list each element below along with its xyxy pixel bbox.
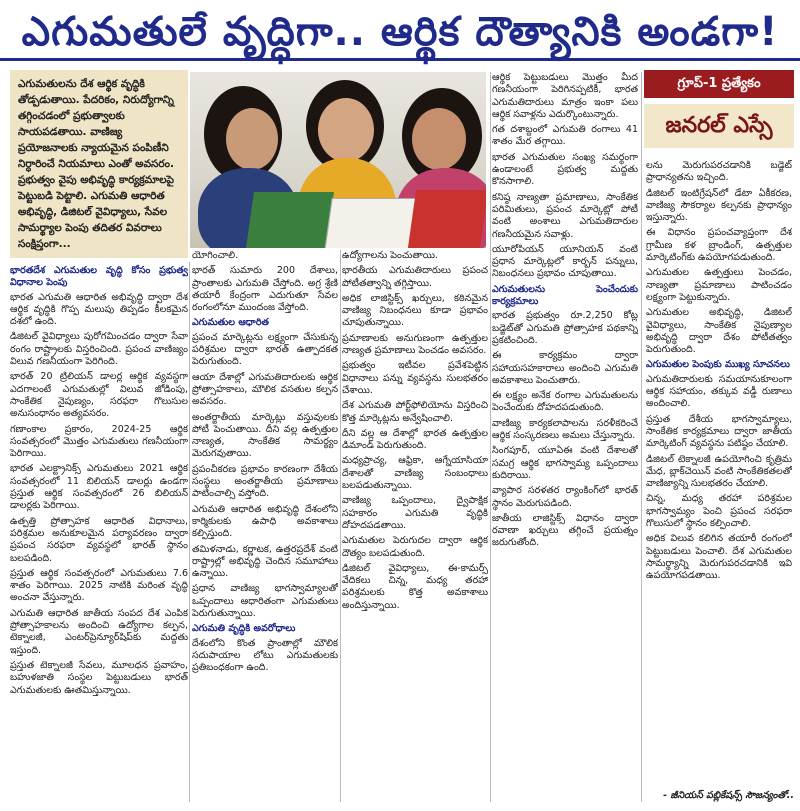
paragraph: ఎగుమతిదారులకు సమయానుకూలంగా ఆర్థిక సహాయం, తక్కువ వడ్డీ రుణాలు అందించాలి. <box>646 373 792 410</box>
paragraph: ఈ కార్యక్రమం ద్వారా సహాయసహకారాలు అందించి ఎగుమతి అవకాశాలు పెంచుతారు. <box>492 350 638 386</box>
paragraph: ఉత్పత్తి ప్రోత్సాహక ఆధారిత విధానాలు, పరిశ్రమల అనుకూలమైన పర్యావరణం ద్వారా ప్రపంచ సరఫరా వ్యవస్థలో భారత్ స్థానం బలపడింది. <box>10 515 188 564</box>
paragraph: దీని వల్ల ఆ దేశాల్లో భారత ఉత్పత్తుల డిమాండ్ పెరుగుతుంది. <box>342 427 488 452</box>
paragraph: ఎగుమతుల అభివృద్ధి, డిజిటల్ వైవిధ్యాలు, సాంకేతిక నైపుణ్యాల అభివృద్ధి ద్వారా దేశం పోటీతత్వం పెరుగుతుంది. <box>646 307 792 356</box>
paragraph: ప్రమాణాలకు అనుగుణంగా ఉత్పత్తుల నాణ్యత ప్రమాణాలు పెంచడం అవసరం. <box>342 332 488 357</box>
paragraph: ప్రస్తుత దేశీయ భాగస్వామ్యాలు, సాంకేతిక కార్యక్రమాలు ద్వారా జాతీయ మార్కెటింగ్ వ్యవస్థను పటిష్ఠం చేయాలి. <box>646 413 792 450</box>
paragraph: దేశ ఎగుమతి పోర్ట్‌ఫోలియోను విస్తరించి కొత్త మార్కెట్లను అన్వేషించాలి. <box>342 400 488 424</box>
column-rule <box>340 250 341 802</box>
paragraph: ప్రభుత్వం ఇటీవల ప్రవేశపెట్టిన విధానాలు పన్ను వ్యవస్థను సులభతరం చేశాయి. <box>342 360 488 396</box>
paragraph: వాణిజ్య ఒప్పందాలు, ద్వైపాక్షిక సహకారం ఎగుమతి వృద్ధికి దోహదపడతాయి. <box>342 495 488 531</box>
column-rule <box>189 262 190 802</box>
headline-rule <box>0 58 800 61</box>
article-column-5 <box>646 160 792 790</box>
paragraph: డిజిటల్ వైవిధ్యాలు, ఈ-కామర్స్ వేదికలు చిన్న, మధ్య తరహా పరిశ్రమలకు కొత్త అవకాశాలు అందిస్తున్నాయి. <box>342 562 488 611</box>
paragraph: యూరోపియన్ యూనియన్ వంటి ప్రధాన మార్కెట్లలో కార్బన్ పన్నులు, నిబంధనలు ప్రభావం చూపుతాయి. <box>492 243 638 280</box>
paragraph: వాణిజ్య కార్యకలాపాలను సరళీకరించే ఆర్థిక సంస్కరణలు అమలు చేస్తున్నారు. <box>492 417 638 442</box>
paragraph: లను మెరుగుపరచడానికి బడ్జెట్ ప్రాధాన్యతను ఇచ్చింది. <box>646 160 792 184</box>
paragraph: ప్రపంచ మార్కెట్లను లక్ష్యంగా చేసుకున్న పరిశ్రమల ద్వారా భారత్ ఉత్పాదకత పెరుగుతుంది. <box>192 331 338 368</box>
paragraph: జాతీయ లాజిస్టిక్స్ విధానం ద్వారా రవాణా ఖర్చులు తగ్గించే ప్రయత్నం జరుగుతోంది. <box>492 512 638 549</box>
sub-heading: ఎగుమతి వృద్ధికి అవరోధాలు <box>192 623 296 635</box>
article-column-2 <box>192 250 338 802</box>
article-column-1 <box>10 262 188 802</box>
students-photo <box>190 72 486 248</box>
column-rule <box>641 72 642 802</box>
paragraph: ప్రధాన వాణిజ్య భాగస్వామ్యాలతో ఒప్పందాలు ఆధారితంగా ఎగుమతులు పెరుగుతున్నాయి. <box>192 583 338 620</box>
paragraph: భారత ఎగుమతి ఆధారిత అభివృద్ధి ద్వారా దేశ ఆర్థిక వృద్ధికి గొప్ప మలుపు తిప్పడం కీలకమైన దశలో ఉంది. <box>10 291 188 328</box>
paragraph: ఉద్యోగాలను పెంచుతాయి. <box>342 250 438 261</box>
paragraph: గణాంకాల ప్రకారం, 2024-25 ఆర్థిక సంవత్సరంలో మొత్తం ఎగుమతులు గణనీయంగా పెరిగాయి. <box>10 423 188 460</box>
paragraph: ప్రస్తుత టెక్నాలజీ సేవలు, మూలధన ప్రవాహం, బహుళజాతి సంస్థల పెట్టుబడులు భారత్ ఎగుమతులకు ఊతమిస్తున్నాయి. <box>10 659 188 696</box>
paragraph: యోగించాలి. <box>192 250 239 261</box>
article-column-4 <box>492 72 638 802</box>
paragraph: డిజిటల్ వైవిధ్యాలు పురోగమించడం ద్వారా సేవా రంగం రాష్ట్రాలకు విస్తరించింది. ప్రపంచ వాణిజ్యం విలువ గణనీయంగా పెరిగింది. <box>10 331 188 368</box>
publisher-credit: - జీనియస్ పబ్లికేషన్స్ సౌజన్యంతో.. <box>663 790 794 801</box>
paragraph: ఎగుమతి ఆధారిత జాతీయ సంపద దేశ ఎంపిక ప్రోత్సాహకాలను అందించి ఉద్యోగాల కల్పన, టెక్నాలజీ, ఎంటర్‌ప్రెన్యూర్‌షిప్‌కు మద్దతు ఇస్తుంది. <box>10 607 188 656</box>
sub-heading: ఎగుమతులను పెంచేందుకు కార్యక్రమాలు <box>492 283 638 308</box>
article-column-3 <box>342 250 488 802</box>
paragraph: మధ్యప్రాచ్య, ఆఫ్రికా, ఆగ్నేయాసియా దేశాలతో వాణిజ్య సంబంధాలు బలపడుతున్నాయి. <box>342 455 488 492</box>
paragraph: డిజిటల్ టెక్నాలజీ ఉపయోగించి కృత్రిమ మేధ, బ్లాక్‌చెయిన్ వంటి సాంకేతికతలతో వాణిజ్యాన్ని సులభతరం చేయాలి. <box>646 453 792 490</box>
paragraph: డిజిటల్ ఇంటిగ్రేషన్‌లో డేటా ఏకీకరణ, వాణిజ్య సౌకర్యాల కల్పనకు ప్రాధాన్యం ఇస్తున్నారు. <box>646 187 792 224</box>
paragraph: కనిష్ఠ నాణ్యతా ప్రమాణాలు, సాంకేతిక పరిమితులు, ప్రపంచ మార్కెట్లో పోటీ వంటి అంశాలు ఎగుమతిదారుల గణనీయమైన సవాళ్లు. <box>492 191 638 240</box>
sub-heading: ఎగుమతుల ఆధారిత <box>192 317 269 329</box>
paragraph: భారతీయ ఎగుమతిదారులు ప్రపంచ పోటీతత్వాన్ని తగ్గిస్తాయి. <box>342 265 488 289</box>
paragraph: తమిళనాడు, కర్ణాటక, ఉత్తరప్రదేశ్ వంటి రాష్ట్రాల్లో అభివృద్ధి చెందిన సమూహాలు ఉన్నాయి. <box>192 543 338 580</box>
paragraph: ఆర్థిక పెట్టుబడులు మొత్తం మీద గణనీయంగా పెరిగినప్పటికీ, భారత ఎగుమతిదారులు మాత్రం ఇంకా పలు ఆర్థిక సవాళ్లను ఎదుర్కొంటున్నారు. <box>492 72 638 120</box>
paragraph: ప్రపంచీకరణ ప్రభావం కారణంగా దేశీయ సంస్థలు అంతర్జాతీయ ప్రమాణాలు పాటించాల్సి వస్తోంది. <box>192 463 338 500</box>
intro-box: ఎగుమతులను దేశ ఆర్థిక వృద్ధికి తోడ్పడుతాయి. పేదరికం, నిరుద్యోగాన్ని తగ్గించడంలో ప్రభుత్వాలకు సాయపడతాయి. వాణిజ్య ప్రయోజనాలకు న్యాయమైన పంపిణీని నిర్ధారించే నియమాలు ఎంతో అవసరం. ప్రభుత్వం వైపు అభివృద్ధి కార్యక్రమాలపై పెట్టుబడి పెట్టాలి. ఎగుమతి ఆధారిత అభివృద్ధి, డిజిటల్ వైవిధ్యాలు, సేవల సామర్థ్యాల పెంపు తదితర వివరాలు సంక్షిప్తంగా... <box>10 70 188 258</box>
paragraph: ఈ లక్ష్యం అనేక రంగాల ఎగుమతులను పెంచేందుకు దోహదపడుతుంది. <box>492 390 638 414</box>
paragraph: గత దశాబ్దంలో ఎగుమతి రంగాలు 41 శాతం మేర తగ్గాయి. <box>492 124 638 148</box>
sub-heading: ఎగుమతుల పెంపుకు ముఖ్య సూచనలు <box>646 359 790 371</box>
paragraph: భారత ప్రభుత్వం రూ.2,250 కోట్ల బడ్జెట్‌తో ఎగుమతి ప్రోత్సాహక పథకాన్ని ప్రకటించింది. <box>492 310 638 346</box>
paragraph: ప్రస్తుత ఆర్థిక సంవత్సరంలో ఎగుమతులు 7.6 శాతం పెరిగాయి. 2025 నాటికి మరింత వృద్ధి అంచనా వేస్తున్నారు. <box>10 567 188 604</box>
paragraph: ఆయా దేశాల్లో ఎగుమతిదారులకు ఆర్థిక ప్రోత్సాహకాలు, మౌలిక వసతుల కల్పన అవసరం. <box>192 371 338 408</box>
column-rule <box>490 72 491 802</box>
paragraph: దేశంలోని కొంత ప్రాంతాల్లో మౌలిక సదుపాయాల లోటు ఎగుమతులకు ప్రతిబంధకంగా ఉంది. <box>192 637 338 674</box>
paragraph: ఈ విధానం ప్రపంచవ్యాప్తంగా దేశ గ్రామీణ కళ బ్రాండింగ్, ఉత్పత్తుల మార్కెటింగ్‌కు ఉపయోగపడుతుంది. <box>646 227 792 264</box>
paragraph: భారత్ సుమారు 200 దేశాలు, ప్రాంతాలకు ఎగుమతి చేస్తోంది. అగ్ర శ్రేణి తయారీ కేంద్రంగా ఎదుగుతూ సేవల రంగంలోనూ ముందంజ వేస్తోంది. <box>192 265 338 314</box>
section-badge: గ్రూప్-1 ప్రత్యేకం <box>644 70 794 98</box>
paragraph: సింగపూర్, యూఏఈ వంటి దేశాలతో సమగ్ర ఆర్థిక భాగస్వామ్య ఒప్పందాలు కుదిరాయి. <box>492 445 638 481</box>
paragraph: అధిక లాజిస్టిక్స్ ఖర్చులు, కఠినమైన వాణిజ్య నిబంధనలు కూడా ప్రభావం చూపుతున్నాయి. <box>342 292 488 329</box>
headline: ఎగుమతులే వృద్ధిగా.. ఆర్థిక దౌత్యానికి అండగా! <box>21 9 779 55</box>
paragraph: వ్యాపార సరళతర ర్యాంకింగ్‌లో భారత్ స్థానం మెరుగుపడింది. <box>492 485 638 509</box>
paragraph: అంతర్జాతీయ మార్కెట్లు వస్తువులకు పోటీ పెంచుతాయి. దీని వల్ల ఉత్పత్తుల నాణ్యత, సాంకేతిక సామర్థ్యం మెరుగవుతాయి. <box>192 411 338 460</box>
paragraph: అధిక విలువ కలిగిన తయారీ రంగంలో పెట్టుబడులు పెంచాలి. దేశ ఎగుమతుల సామర్థ్యాన్ని మెరుగుపరచడానికి ఇవి ఉపయోగపడతాయి. <box>646 533 792 582</box>
paragraph: ఎగుమతుల పెరుగుదల ద్వారా ఆర్థిక దౌత్యం బలపడుతుంది. <box>342 535 488 559</box>
paragraph: ఎగుమతుల ఉత్పత్తులు పెంచడం, నాణ్యతా ప్రమాణాలు పాటించడం లక్ష్యంగా పెట్టుకున్నారు. <box>646 267 792 303</box>
paragraph: భారత ఎగుమతుల సంఖ్య సమర్థంగా ఉండాలంటే ప్రభుత్వ మద్దతు కొనసాగాలి. <box>492 151 638 188</box>
sub-heading: భారతదేశ ఎగుమతుల వృద్ధి కోసం ప్రభుత్వ విధానాల పెంపు <box>10 265 188 289</box>
headline-bar <box>0 0 800 64</box>
paragraph: భారత ఎలక్ట్రానిక్స్ ఎగుమతులు 2021 ఆర్థిక సంవత్సరంలో 11 బిలియన్ డాలర్లు ఉండగా ప్రస్తుత ఆర్థిక సంవత్సరంలో 26 బిలియన్ డాలర్లకు పెరిగాయి. <box>10 463 188 512</box>
paragraph: చిన్న, మధ్య తరహా పరిశ్రమల భాగస్వామ్యం పెంచి ప్రపంచ సరఫరా గొలుసులో స్థానం కల్పించాలి. <box>646 493 792 530</box>
section-heading: జనరల్ ఎస్సే <box>644 104 794 148</box>
paragraph: భారత్ 20 ట్రిలియన్ డాలర్ల ఆర్థిక వ్యవస్థగా ఎదగాలంటే ఎగుమతుల్లో విలువ జోడింపు, సాంకేతిక నైపుణ్యం, సరఫరా గొలుసుల అనుసంధానం అత్యవసరం. <box>10 371 188 420</box>
paragraph: ఎగుమతి ఆధారిత అభివృద్ధి దేశంలోని కార్మికులకు ఉపాధి అవకాశాలు కల్పిస్తుంది. <box>192 503 338 540</box>
